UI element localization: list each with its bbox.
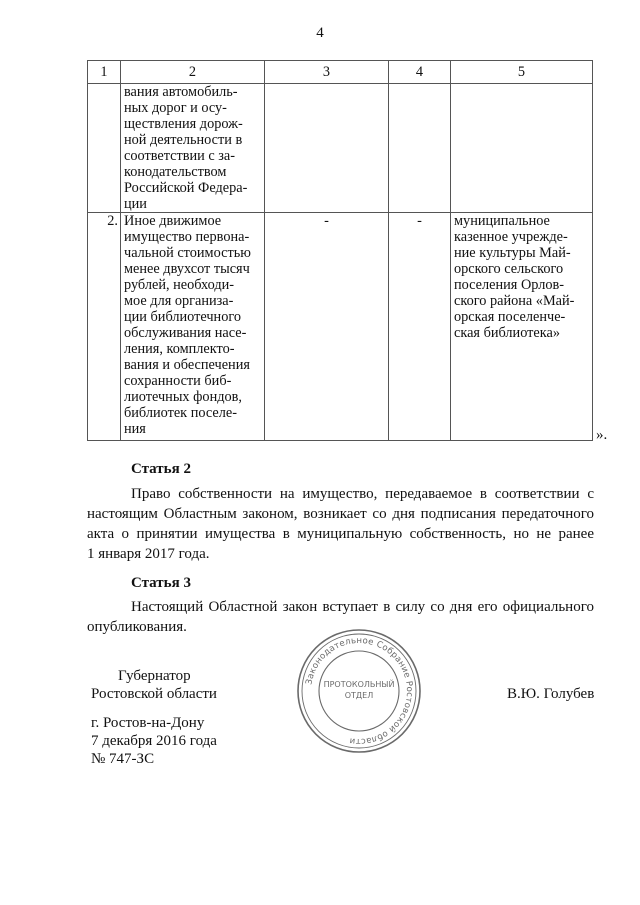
cell-col3 [265, 84, 389, 213]
header-cell: 1 [88, 61, 121, 84]
cell-num [88, 84, 121, 213]
signatory-name: В.Ю. Голубев [507, 686, 595, 702]
table-header-row [88, 61, 593, 84]
property-table [87, 60, 593, 441]
official-stamp [295, 627, 423, 755]
signatory-region: Ростовской области [91, 686, 217, 702]
cell-num: 2. [88, 213, 121, 441]
stamp-center-line-1: ПРОТОКОЛЬНЫЙ [323, 680, 395, 689]
article-3-text: Настоящий Областной закон вступает в силу со дня его официального опубликования. [87, 599, 594, 635]
article-2-title: Статья 2 [131, 461, 191, 477]
cell-col5 [451, 84, 593, 213]
article-2-text: Право собственности на имущество, передаваемое в соответствии с настоящим Областным законом, возникает со дня подписания передаточного акта о принятии имущества в муниципальную собственность, но не ранее 1 января 2017 года. [87, 486, 594, 562]
signing-place-date: г. Ростов-на-Дону 7 декабря 2016 года № 747-ЗС [91, 715, 217, 767]
cell-description: вания автомобиль- ных дорог и осу- ществления дорож- ной деятельности в соответствии с за- конодательством Российской Федера- ции [121, 84, 265, 213]
header-cell: 3 [265, 61, 389, 84]
header-cell: 5 [451, 61, 593, 84]
cell-holder: муниципальное казенное учрежде- ние культуры Май- орского сельского поселения Орлов- ского района «Май- орская поселенче- ская библиотека» [451, 213, 593, 441]
cell-col3: - [265, 213, 389, 441]
header-cell: 2 [121, 61, 265, 84]
cell-col4: - [389, 213, 451, 441]
table-row [88, 84, 593, 213]
closing-quote-mark: ». [596, 427, 608, 443]
cell-col4 [389, 84, 451, 213]
header-cell: 4 [389, 61, 451, 84]
page-number: 4 [316, 25, 324, 41]
stamp-ring-text: Законодательное Собрание Ростовской области [304, 635, 415, 747]
stamp-center-line-2: ОТДЕЛ [344, 691, 374, 700]
cell-description: Иное движимое имущество первона- чальной стоимостью менее двухсот тысяч рублей, необходи- мое для организа- ции библиотечного обслуживания насе- ления, комплекто- вания и обеспечения сохранности биб- лиотечных фондов, библиотек поселе- ния [121, 213, 265, 441]
table-row [88, 213, 593, 441]
signatory-position: Губернатор [118, 668, 191, 684]
article-3-title: Статья 3 [131, 575, 191, 591]
